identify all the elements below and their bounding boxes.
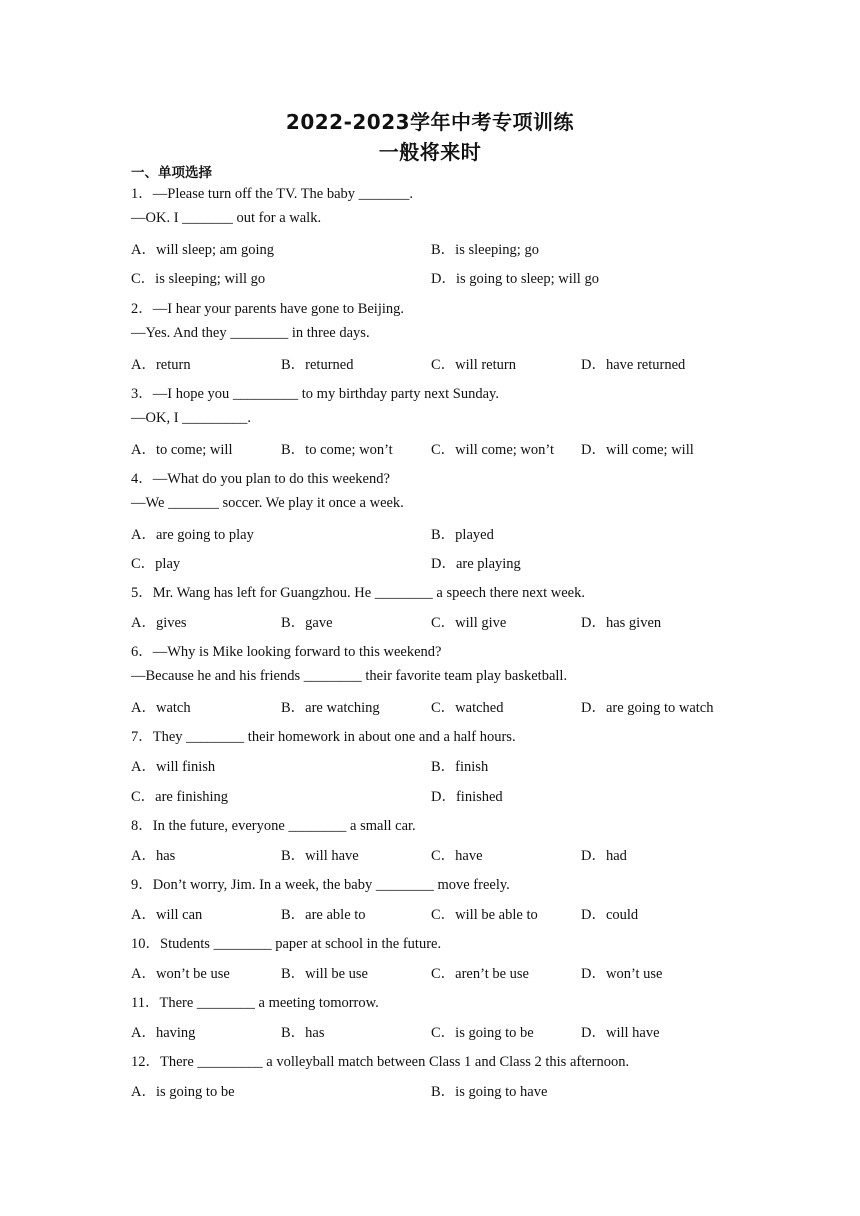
question-1-option-b: B．is sleeping; go — [431, 242, 539, 258]
question-4-option-a: A．are going to play — [131, 527, 254, 543]
question-3-response: —OK, I _________. — [131, 410, 252, 426]
question-3-option-d: D．will come; will — [581, 442, 694, 458]
question-11-option-c: C．is going to be — [431, 1025, 534, 1041]
document-title: 2022-2023学年中考专项训练 — [285, 110, 575, 134]
question-2-option-a: A．return — [131, 357, 191, 373]
question-11-option-b: B．has — [281, 1025, 325, 1041]
question-8-option-c: C．have — [431, 848, 483, 864]
question-5-stem: 5．Mr. Wang has left for Guangzhou. He ________ a speech there next week. — [131, 585, 585, 601]
question-2-stem: 2．—I hear your parents have gone to Beijing. — [131, 301, 405, 317]
question-2-option-c: C．will return — [431, 357, 516, 373]
question-7-option-c: C．are finishing — [131, 789, 229, 805]
question-9-stem: 9．Don’t worry, Jim. In a week, the baby ________ move freely. — [131, 877, 510, 893]
question-10-option-a: A．won’t be use — [131, 966, 230, 982]
question-12-option-a: A．is going to be — [131, 1084, 235, 1100]
question-10-stem: 10．Students ________ paper at school in the future. — [131, 936, 442, 952]
section-heading: 一、单项选择 — [131, 165, 212, 181]
document-subtitle: 一般将来时 — [378, 140, 482, 164]
question-1-response: —OK. I _______ out for a walk. — [131, 210, 322, 226]
question-7-option-b: B．finish — [431, 759, 489, 775]
question-12-option-b: B．is going to have — [431, 1084, 548, 1100]
question-9-option-a: A．will can — [131, 907, 203, 923]
question-2-response: —Yes. And they ________ in three days. — [131, 325, 370, 341]
question-6-option-a: A．watch — [131, 700, 191, 716]
question-6-option-d: D．are going to watch — [581, 700, 714, 716]
question-6-option-b: B．are watching — [281, 700, 380, 716]
question-5-option-d: D．has given — [581, 615, 662, 631]
question-6-response: —Because he and his friends ________ their favorite team play basketball. — [131, 668, 568, 684]
question-1-option-d: D．is going to sleep; will go — [431, 271, 599, 287]
question-7-option-a: A．will finish — [131, 759, 216, 775]
question-11-stem: 11．There ________ a meeting tomorrow. — [131, 995, 379, 1011]
question-3-option-b: B．to come; won’t — [281, 442, 393, 458]
question-9-option-d: D．could — [581, 907, 639, 923]
question-10-option-d: D．won’t use — [581, 966, 663, 982]
question-3-stem: 3．—I hope you _________ to my birthday party next Sunday. — [131, 386, 499, 402]
question-2-option-b: B．returned — [281, 357, 354, 373]
question-4-stem: 4．—What do you plan to do this weekend? — [131, 471, 390, 487]
question-8-option-d: D．had — [581, 848, 627, 864]
question-10-option-b: B．will be use — [281, 966, 368, 982]
question-6-option-c: C．watched — [431, 700, 504, 716]
question-11-option-d: D．will have — [581, 1025, 660, 1041]
question-2-option-d: D．have returned — [581, 357, 686, 373]
question-1-option-a: A．will sleep; am going — [131, 242, 274, 258]
question-1-option-c: C．is sleeping; will go — [131, 271, 266, 287]
question-7-stem: 7．They ________ their homework in about one and a half hours. — [131, 729, 516, 745]
question-5-option-c: C．will give — [431, 615, 507, 631]
question-6-stem: 6．—Why is Mike looking forward to this weekend? — [131, 644, 442, 660]
question-8-option-a: A．has — [131, 848, 176, 864]
question-8-option-b: B．will have — [281, 848, 359, 864]
question-3-option-c: C．will come; won’t — [431, 442, 554, 458]
question-7-option-d: D．finished — [431, 789, 503, 805]
question-5-option-b: B．gave — [281, 615, 333, 631]
question-9-option-b: B．are able to — [281, 907, 366, 923]
question-4-response: —We _______ soccer. We play it once a week. — [131, 495, 404, 511]
question-9-option-c: C．will be able to — [431, 907, 538, 923]
question-12-stem: 12．There _________ a volleyball match between Class 1 and Class 2 this afternoon. — [131, 1054, 630, 1070]
question-4-option-b: B．played — [431, 527, 494, 543]
question-10-option-c: C．aren’t be use — [431, 966, 529, 982]
question-3-option-a: A．to come; will — [131, 442, 233, 458]
question-11-option-a: A．having — [131, 1025, 196, 1041]
question-4-option-d: D．are playing — [431, 556, 521, 572]
question-1-stem: 1．—Please turn off the TV. The baby _______. — [131, 186, 414, 202]
question-4-option-c: C．play — [131, 556, 181, 572]
question-5-option-a: A．gives — [131, 615, 187, 631]
question-8-stem: 8．In the future, everyone ________ a small car. — [131, 818, 416, 834]
